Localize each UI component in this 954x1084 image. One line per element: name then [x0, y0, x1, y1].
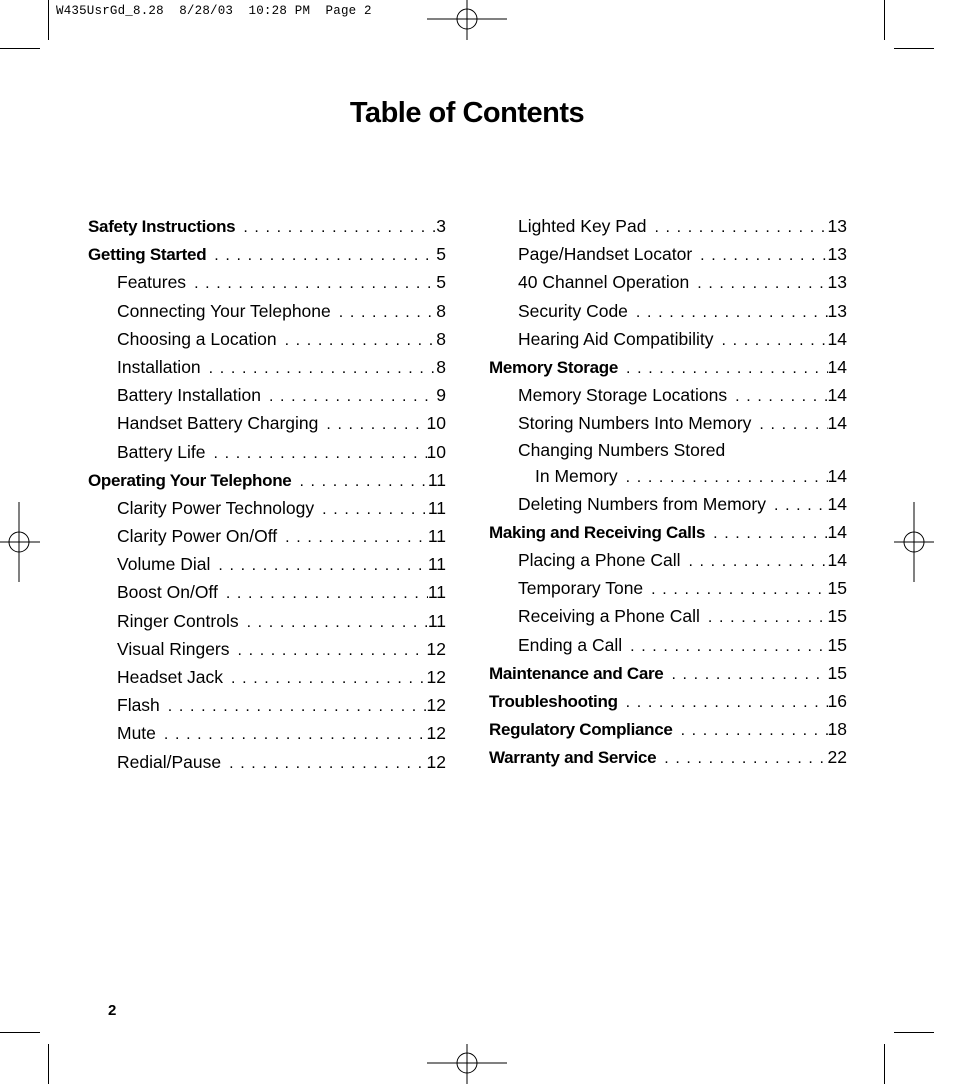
page-title: Table of Contents: [349, 97, 585, 130]
print-slug: W435UsrGd_8.28 8/28/03 10:28 PM Page 2: [56, 4, 372, 18]
toc-entry-label: Headset Jack: [117, 667, 224, 687]
toc-entry-label: Handset Battery Charging: [117, 413, 319, 434]
dot-leader: [206, 440, 427, 468]
toc-entry-page: 12: [426, 723, 446, 744]
toc-entry[interactable]: [489, 240, 847, 268]
toc-entry[interactable]: [88, 494, 446, 522]
toc-entry-label: Choosing a Location: [117, 328, 277, 349]
crop-mark: [0, 48, 40, 49]
toc-entry[interactable]: [489, 546, 847, 574]
toc-entry[interactable]: [88, 212, 446, 240]
dot-leader: [618, 355, 828, 383]
toc-entry-page: 5: [436, 244, 446, 265]
toc-entry-page: 10: [426, 441, 446, 462]
toc-entry-label: Installation: [117, 356, 201, 377]
toc-entry[interactable]: [489, 602, 847, 630]
dot-leader: [331, 299, 437, 327]
toc-left-column: [88, 212, 446, 776]
toc-entry[interactable]: [88, 268, 446, 296]
toc-entry[interactable]: [88, 438, 446, 466]
dot-leader: [201, 355, 437, 383]
dot-leader: [618, 464, 828, 492]
dot-leader: [218, 580, 428, 608]
toc-entry[interactable]: [489, 353, 847, 381]
toc-entry-label: Redial/Pause: [117, 751, 222, 772]
toc-right-column: [489, 212, 847, 772]
dot-leader: [314, 496, 428, 524]
toc-entry[interactable]: [489, 438, 847, 462]
toc-entry-page: 9: [436, 385, 446, 406]
dot-leader: [261, 383, 436, 411]
dot-leader: [663, 661, 827, 689]
dot-leader: [318, 411, 426, 439]
toc-entry-label: Battery Life: [117, 441, 206, 462]
toc-entry[interactable]: [88, 663, 446, 691]
dot-leader: [210, 552, 427, 580]
toc-entry[interactable]: [88, 635, 446, 663]
toc-entry-page: 16: [827, 691, 847, 711]
toc-entry-page: 5: [436, 272, 446, 293]
toc-entry-page: 11: [427, 610, 446, 631]
toc-entry-label: Troubleshooting: [489, 692, 618, 711]
toc-entry-page: 15: [827, 578, 847, 599]
toc-entry-label: Regulatory Compliance: [489, 720, 673, 740]
dot-leader: [235, 214, 436, 242]
dot-leader: [277, 327, 437, 355]
toc-entry-page: 15: [827, 606, 847, 627]
dot-leader: [622, 633, 827, 661]
toc-entry-label: Warranty and Service: [489, 748, 657, 768]
toc-entry[interactable]: [489, 715, 847, 743]
crop-mark: [884, 1044, 885, 1084]
toc-entry-label: Security Code: [518, 300, 628, 321]
toc-entry-label: Temporary Tone: [518, 578, 644, 599]
dot-leader: [618, 689, 828, 717]
dot-leader: [160, 693, 427, 721]
toc-entry[interactable]: [489, 631, 847, 659]
toc-entry[interactable]: [88, 607, 446, 635]
toc-entry-label: Clarity Power Technology: [117, 497, 315, 518]
toc-entry-page: 11: [427, 582, 446, 603]
dot-leader: [156, 721, 427, 749]
toc-entry-label: Receiving a Phone Call: [518, 606, 700, 627]
toc-entry-page: 14: [827, 465, 847, 486]
toc-entry[interactable]: [489, 490, 847, 518]
crop-mark: [0, 1032, 40, 1033]
crop-mark: [48, 0, 49, 40]
toc-entry-page: 14: [827, 493, 847, 514]
toc-entry-label: Memory Storage: [489, 357, 619, 377]
toc-entry-page: 12: [426, 667, 446, 687]
toc-entry-page: 14: [827, 328, 847, 349]
registration-mark-right: [894, 502, 934, 582]
dot-leader: [291, 468, 427, 496]
toc-entry-label: Memory Storage Locations: [518, 385, 728, 406]
toc-entry-page: 10: [426, 413, 446, 434]
toc-entry-page: 8: [436, 328, 446, 349]
toc-entry-page: 8: [436, 300, 446, 321]
toc-entry[interactable]: [489, 659, 847, 687]
dot-leader: [643, 576, 827, 604]
toc-entry-label: Placing a Phone Call: [518, 550, 681, 571]
toc-entry-page: 14: [827, 413, 847, 434]
toc-entry-page: 12: [426, 751, 446, 772]
toc-entry[interactable]: [88, 719, 446, 747]
toc-entry-label: Connecting Your Telephone: [117, 300, 331, 321]
toc-entry-page: 12: [426, 695, 446, 716]
toc-entry-label: Battery Installation: [117, 385, 261, 406]
toc-entry-label: Making and Receiving Calls: [489, 522, 706, 542]
dot-leader: [680, 548, 827, 576]
dot-leader: [223, 665, 427, 693]
toc-entry[interactable]: [88, 297, 446, 325]
toc-entry[interactable]: [88, 381, 446, 409]
registration-mark-left: [0, 502, 40, 582]
toc-entry-label: Boost On/Off: [117, 582, 218, 603]
toc-entry[interactable]: [88, 578, 446, 606]
toc-entry[interactable]: [489, 574, 847, 602]
toc-entry-label: Lighted Key Pad: [518, 216, 647, 236]
toc-entry[interactable]: [88, 409, 446, 437]
toc-entry-label: Ringer Controls: [117, 610, 239, 631]
toc-entry[interactable]: [489, 462, 847, 490]
toc-entry[interactable]: [88, 691, 446, 719]
toc-entry[interactable]: [88, 325, 446, 353]
toc-entry-label: Volume Dial: [117, 554, 211, 575]
toc-entry[interactable]: [489, 212, 847, 240]
toc-entry-label: Hearing Aid Compatibility: [518, 328, 714, 349]
dot-leader: [692, 242, 827, 270]
dot-leader: [221, 750, 426, 778]
toc-entry-page: 14: [827, 550, 847, 571]
toc-entry-page: 11: [427, 526, 446, 547]
toc-entry-page: 13: [827, 300, 847, 321]
dot-leader: [727, 383, 827, 411]
toc-entry-page: 13: [827, 244, 847, 265]
dot-leader: [656, 745, 827, 773]
toc-entry[interactable]: [88, 748, 446, 776]
dot-leader: [689, 270, 827, 298]
toc-entry-page: 11: [427, 554, 446, 575]
toc-entry[interactable]: [489, 268, 847, 296]
toc-entry[interactable]: [88, 522, 446, 550]
toc-entry-label: Storing Numbers Into Memory: [518, 413, 752, 434]
toc-entry-page: 8: [436, 356, 446, 377]
toc-entry[interactable]: [489, 297, 847, 325]
dot-leader: [714, 327, 828, 355]
registration-mark-top: [427, 0, 507, 40]
toc-entry[interactable]: [489, 518, 847, 546]
toc-entry-label: Page/Handset Locator: [518, 244, 693, 265]
crop-mark: [48, 1044, 49, 1084]
dot-leader: [705, 520, 827, 548]
toc-entry[interactable]: [489, 687, 847, 715]
dot-leader: [277, 524, 428, 552]
toc-entry-page: 13: [827, 272, 847, 293]
toc-entry-page: 11: [427, 469, 446, 490]
toc-entry-page: 14: [827, 521, 847, 542]
toc-entry-page: 14: [827, 356, 847, 377]
toc-entry-label: In Memory: [535, 465, 618, 486]
registration-mark-bottom: [427, 1044, 507, 1084]
toc-entry-label: 40 Channel Operation: [518, 272, 690, 293]
toc-entry-page: 3: [436, 216, 446, 236]
toc-entry-label: Ending a Call: [518, 634, 623, 655]
toc-entry-label: Visual Ringers: [117, 638, 230, 659]
toc-entry-page: 22: [827, 747, 847, 768]
dot-leader: [230, 637, 427, 665]
toc-entry[interactable]: [88, 353, 446, 381]
toc-entry-page: 11: [427, 497, 446, 518]
toc-entry-label: Changing Numbers Stored: [518, 439, 726, 460]
toc-entry[interactable]: [489, 381, 847, 409]
toc-entry-page: 12: [426, 638, 446, 659]
toc-entry[interactable]: [489, 409, 847, 437]
page-number: 2: [108, 1002, 117, 1019]
toc-entry[interactable]: [88, 240, 446, 268]
toc-entry-label: Safety Instructions: [88, 217, 236, 236]
crop-mark: [894, 48, 934, 49]
crop-mark: [894, 1032, 934, 1033]
toc-entry-label: Features: [117, 272, 187, 293]
toc-entry-label: Mute: [117, 723, 156, 744]
dot-leader: [206, 242, 436, 270]
toc-entry-label: Getting Started: [88, 245, 207, 265]
toc-entry[interactable]: [88, 466, 446, 494]
toc-entry[interactable]: [88, 550, 446, 578]
toc-entry-label: Clarity Power On/Off: [117, 526, 278, 547]
dot-leader: [646, 214, 827, 242]
dot-leader: [239, 609, 428, 637]
toc-entry-page: 18: [827, 719, 847, 740]
dot-leader: [751, 411, 827, 439]
toc-entry[interactable]: [489, 743, 847, 771]
toc-entry-page: 15: [827, 634, 847, 655]
dot-leader: [673, 717, 828, 745]
toc-entry-page: 14: [827, 385, 847, 406]
toc-entry-page: 15: [827, 662, 847, 683]
toc-entry-page: 13: [827, 216, 847, 236]
toc-entry-label: Maintenance and Care: [489, 663, 664, 683]
crop-mark: [884, 0, 885, 40]
dot-leader: [186, 270, 436, 298]
toc-entry-label: Deleting Numbers from Memory: [518, 493, 766, 514]
dot-leader: [766, 492, 828, 520]
dot-leader: [700, 604, 828, 632]
dot-leader: [628, 299, 828, 327]
toc-entry-label: Flash: [117, 695, 160, 716]
toc-entry-label: Operating Your Telephone: [88, 470, 292, 490]
toc-entry[interactable]: [489, 325, 847, 353]
